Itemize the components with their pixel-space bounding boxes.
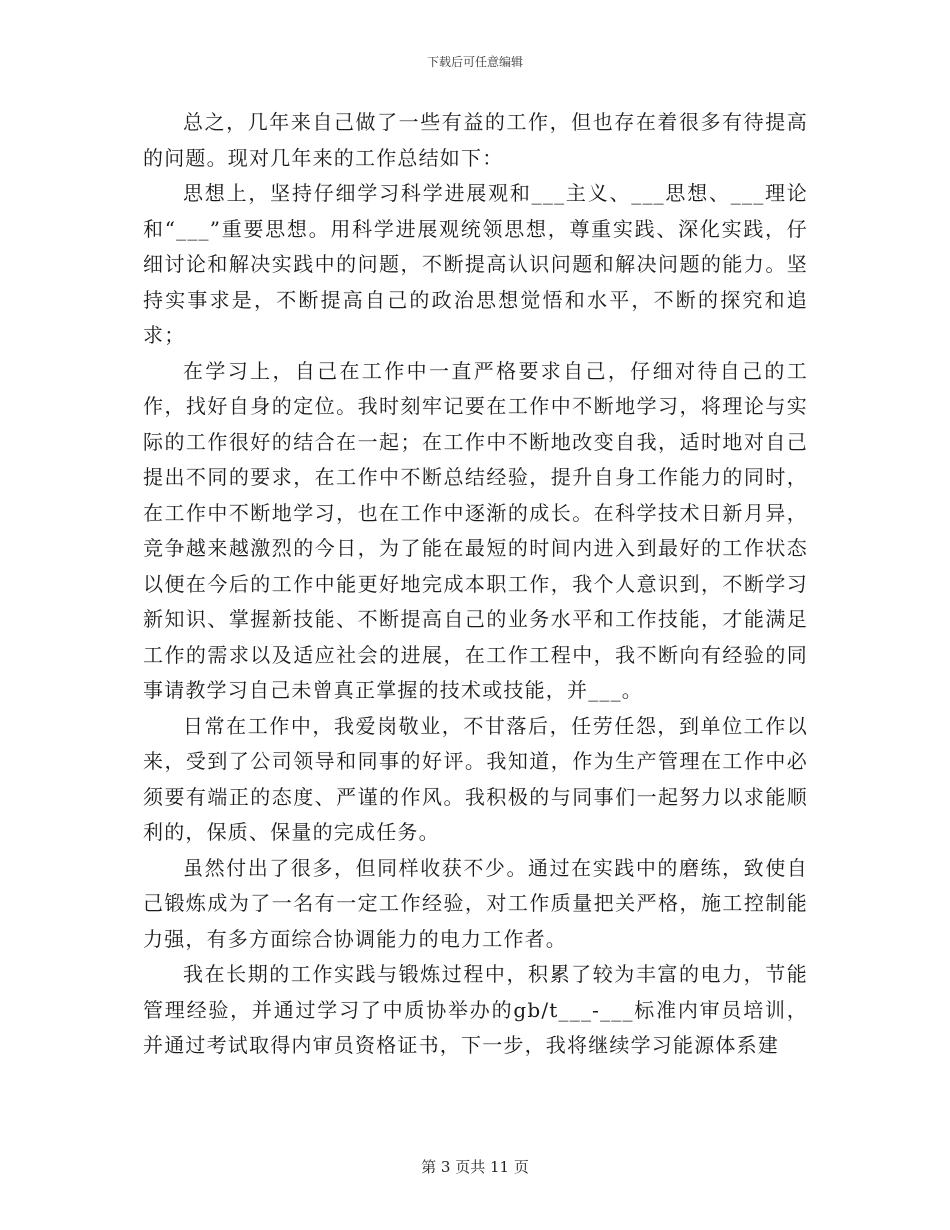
page-header: 下载后可任意编辑 (426, 55, 523, 69)
paragraph-study: 在学习上，自己在工作中一直严格要求自己，仔细对待自己的工作，找好自身的定位。我时刻牢记要在工作中不断地学习，将理论与实际的工作很好的结合在一起；在工作中不断地改变自我，适时地对自己提出不同的要求，在工作中不断总结经验，提升自身工作能力的同时，在工作中不断地学习，也在工作中逐渐的成长。在科学技术日新月异，竞争越来越激烈的今日，为了能在最短的时间内进入到最好的工作状态以便在今后的工作中能更好地完成本职工作，我个人意识到，不断学习新知识、掌握新技能、不断提高自己的业务水平和工作技能，才能满足工作的需求以及适应社会的进展，在工作工程中，我不断向有经验的同事请教学习自己未曾真正掌握的技术或技能，并___。 (143, 358, 808, 702)
paragraph-ideology: 思想上，坚持仔细学习科学进展观和___主义、___思想、___理论和“___”重要思想。用科学进展观统领思想，尊重实践、深化实践，仔细讨论和解决实践中的问题，不断提高认识问题和解决问题的能力。坚持实事求是，不断提高自己的政治思想觉悟和水平，不断的探究和追求； (143, 181, 808, 347)
page-number: 第 3 页共 11 页 (421, 1158, 529, 1176)
paragraph-experience: 我在长期的工作实践与锻炼过程中，积累了较为丰富的电力，节能管理经验，并通过学习了中质协举办的gb/t___-___标准内审员培训，并通过考试取得内审员资格证书，下一步，我将继续学习能源体系建 (143, 962, 808, 1057)
paragraph-daily-work: 日常在工作中，我爱岗敬业，不甘落后，任劳任怨，到单位工作以来，受到了公司领导和同事的好评。我知道，作为生产管理在工作中必须要有端正的态度、严谨的作风。我积极的与同事们一起努力以求能顺利的，保质、保量的完成任务。 (143, 713, 808, 844)
paragraph-summary: 总之，几年来自己做了一些有益的工作，但也存在着很多有待提高的问题。现对几年来的工作总结如下： (143, 110, 808, 170)
document-body (143, 105, 808, 1064)
paragraph-harvest: 虽然付出了很多，但同样收获不少。通过在实践中的磨练，致使自己锻炼成为了一名有一定工作经验，对工作质量把关严格，施工控制能力强，有多方面综合协调能力的电力工作者。 (143, 855, 808, 951)
